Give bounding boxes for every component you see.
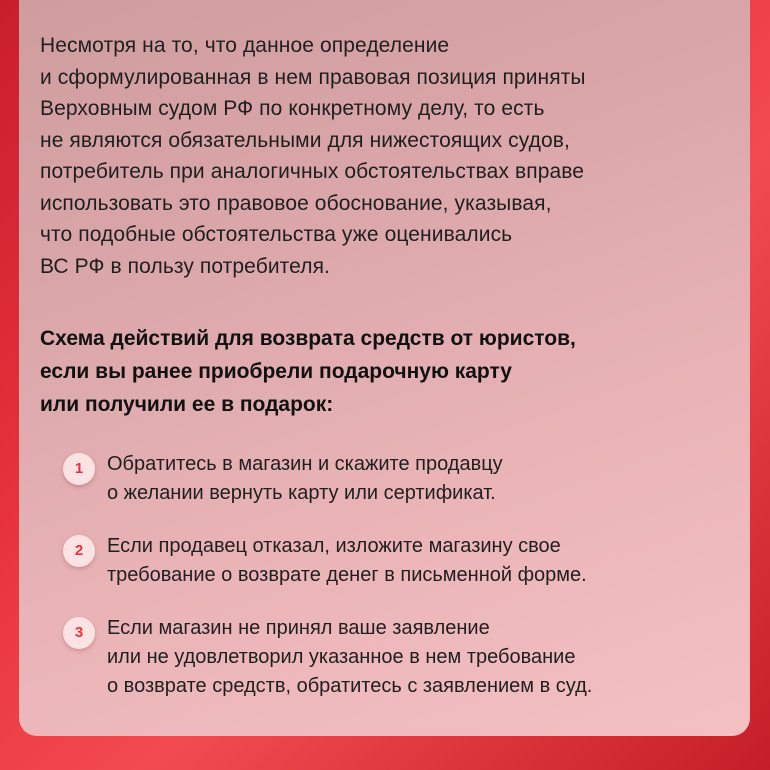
intro-paragraph — [40, 30, 740, 282]
intro-line: и сформулированная в нем правовая позиция приняты — [40, 65, 586, 89]
intro-line: Несмотря на то, что данное определение — [40, 34, 450, 57]
step-line: или не удовлетворил указанное в нем требование — [107, 646, 576, 668]
step-number-badge: 3 — [63, 617, 95, 649]
intro-line: Верховным судом РФ по конкретному делу, то есть — [40, 97, 545, 120]
intro-line: ВС РФ в пользу потребителя. — [40, 254, 330, 278]
step-text — [107, 614, 592, 701]
intro-line: использовать это правовое обоснование, указывая, — [40, 191, 552, 215]
step-line: Обратитесь в магазин и скажите продавцу — [107, 453, 503, 475]
intro-line: не являются обязательными для нижестоящих судов, — [40, 128, 570, 152]
step-line: требование о возврате денег в письменной форме. — [107, 564, 587, 586]
section-heading — [40, 322, 740, 421]
step-line: о желании вернуть карту или сертификат. — [107, 482, 496, 504]
step-text — [107, 532, 587, 590]
step-number-badge: 2 — [63, 535, 95, 567]
heading-line: Схема действий для возврата средств от юристов, — [40, 327, 576, 350]
intro-line: потребитель при аналогичных обстоятельствах вправе — [40, 160, 585, 183]
step-line: о возврате средств, обратитесь с заявлением в суд. — [107, 675, 593, 697]
heading-line: если вы ранее приобрели подарочную карту — [40, 360, 512, 383]
intro-line: что подобные обстоятельства уже оценивались — [40, 223, 513, 246]
step-line: Если продавец отказал, изложите магазину свое — [107, 535, 561, 557]
heading-line: или получили ее в подарок: — [40, 393, 334, 416]
step-line: Если магазин не принял ваше заявление — [107, 617, 490, 639]
step-text — [107, 450, 503, 508]
step-number-badge: 1 — [63, 453, 95, 485]
